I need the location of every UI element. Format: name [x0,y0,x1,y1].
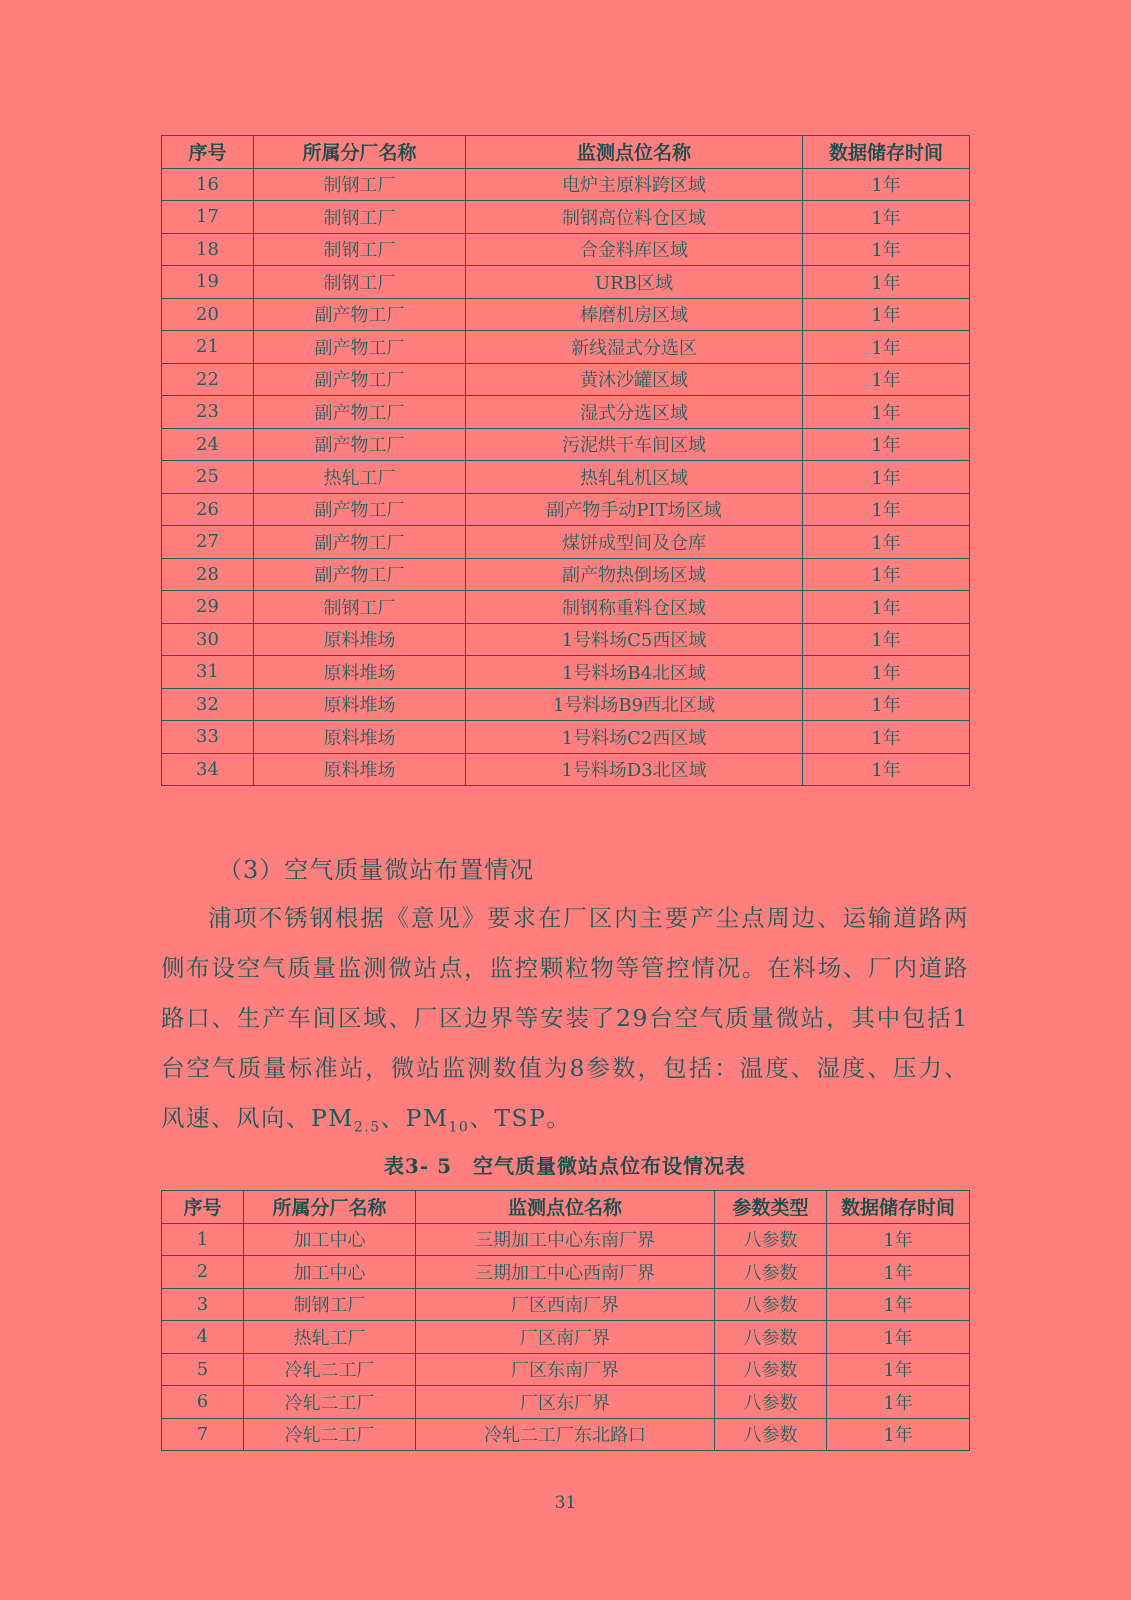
cell-parameter-type: 八参数 [715,1256,827,1289]
table-row [162,1321,970,1354]
cell-storage-time: 1年 [803,266,970,299]
cell-monitoring-point: 电炉主原料跨区域 [466,168,803,201]
paragraph-text-end: 、TSP。 [469,1104,572,1132]
cell-serial-number: 7 [162,1418,244,1451]
cell-parameter-type: 八参数 [715,1353,827,1386]
cell-monitoring-point: 1号料场D3北区域 [466,753,803,786]
cell-storage-time: 1年 [827,1256,970,1289]
table-row [162,753,970,786]
table-row [162,526,970,559]
body-paragraph [161,893,969,1153]
cell-monitoring-point: 新线湿式分选区 [466,331,803,364]
cell-monitoring-point: 1号料场C5西区域 [466,623,803,656]
cell-storage-time: 1年 [803,623,970,656]
cell-storage-time: 1年 [803,233,970,266]
table-row [162,331,970,364]
header-serial-number: 序号 [162,136,254,169]
cell-branch-factory: 热轧工厂 [254,461,466,494]
header-storage-time: 数据储存时间 [803,136,970,169]
cell-monitoring-point: 棒磨机房区域 [466,298,803,331]
cell-storage-time: 1年 [803,656,970,689]
cell-branch-factory: 制钢工厂 [244,1288,416,1321]
table-row [162,1256,970,1289]
cell-branch-factory: 加工中心 [244,1223,416,1256]
cell-storage-time: 1年 [827,1321,970,1354]
cell-monitoring-point: 煤饼成型间及仓库 [466,526,803,559]
table-row [162,233,970,266]
cell-monitoring-point: 制钢高位料仓区域 [466,201,803,234]
header-branch-factory: 所属分厂名称 [254,136,466,169]
table-row [162,688,970,721]
table-row [162,558,970,591]
cell-serial-number: 18 [162,233,254,266]
cell-storage-time: 1年 [827,1418,970,1451]
table-row [162,1288,970,1321]
cell-monitoring-point: 热轧轧机区域 [466,461,803,494]
cell-monitoring-point: 1号料场B9西北区域 [466,688,803,721]
cell-monitoring-point: 1号料场B4北区域 [466,656,803,689]
cell-serial-number: 26 [162,493,254,526]
table-row [162,493,970,526]
cell-branch-factory: 冷轧二工厂 [244,1418,416,1451]
cell-storage-time: 1年 [827,1353,970,1386]
header-monitoring-point: 监测点位名称 [416,1191,715,1224]
cell-branch-factory: 原料堆场 [254,656,466,689]
header-storage-time: 数据储存时间 [827,1191,970,1224]
cell-branch-factory: 副产物工厂 [254,558,466,591]
cell-branch-factory: 副产物工厂 [254,331,466,364]
cell-monitoring-point: 厂区东厂界 [416,1386,715,1419]
table-row [162,363,970,396]
cell-parameter-type: 八参数 [715,1223,827,1256]
cell-serial-number: 25 [162,461,254,494]
cell-monitoring-point: 副产物热倒场区域 [466,558,803,591]
cell-monitoring-point: 污泥烘干车间区域 [466,428,803,461]
section-heading: （3）空气质量微站布置情况 [218,856,535,884]
table-row [162,656,970,689]
pm25-subscript: 2.5 [353,1119,381,1136]
cell-branch-factory: 加工中心 [244,1256,416,1289]
cell-monitoring-point: URB区域 [466,266,803,299]
cell-branch-factory: 原料堆场 [254,753,466,786]
cell-branch-factory: 原料堆场 [254,721,466,754]
cell-parameter-type: 八参数 [715,1386,827,1419]
cell-storage-time: 1年 [803,168,970,201]
cell-monitoring-point: 黄沐沙罐区域 [466,363,803,396]
cell-serial-number: 32 [162,688,254,721]
paragraph-text: 浦项不锈钢根据《意见》要求在厂区内主要产尘点周边、运输道路两侧布设空气质量监测微站点，监控颗粒物等管控情况。在料场、厂内道路路口、生产车间区域、厂区边界等安装了29台空气质量微站，其中包括1台空气质量标准站，微站监测数值为8参数，包括：温度、湿度、压力、风速、风向、PM [161,904,969,1132]
table-row [162,1418,970,1451]
cell-parameter-type: 八参数 [715,1288,827,1321]
cell-storage-time: 1年 [803,428,970,461]
cell-branch-factory: 制钢工厂 [254,266,466,299]
table-row [162,1353,970,1386]
cell-monitoring-point: 厂区东南厂界 [416,1353,715,1386]
cell-serial-number: 4 [162,1321,244,1354]
cell-monitoring-point: 湿式分选区域 [466,396,803,429]
table-row [162,623,970,656]
table-row [162,201,970,234]
cell-storage-time: 1年 [803,298,970,331]
table-row [162,591,970,624]
cell-branch-factory: 制钢工厂 [254,168,466,201]
cell-storage-time: 1年 [803,201,970,234]
header-monitoring-point: 监测点位名称 [466,136,803,169]
pm10-subscript: 10 [448,1119,470,1136]
cell-storage-time: 1年 [827,1288,970,1321]
header-branch-factory: 所属分厂名称 [244,1191,416,1224]
header-serial-number: 序号 [162,1191,244,1224]
table-row [162,298,970,331]
cell-serial-number: 23 [162,396,254,429]
table-row [162,428,970,461]
table-header-row [162,136,970,169]
cell-serial-number: 5 [162,1353,244,1386]
cell-branch-factory: 冷轧二工厂 [244,1386,416,1419]
cell-branch-factory: 副产物工厂 [254,493,466,526]
cell-monitoring-point: 厂区南厂界 [416,1321,715,1354]
cell-serial-number: 17 [162,201,254,234]
table-row [162,266,970,299]
cell-serial-number: 30 [162,623,254,656]
cell-serial-number: 33 [162,721,254,754]
cell-storage-time: 1年 [803,526,970,559]
cell-serial-number: 22 [162,363,254,396]
table-row [162,396,970,429]
cell-storage-time: 1年 [803,721,970,754]
cell-branch-factory: 制钢工厂 [254,201,466,234]
cell-serial-number: 28 [162,558,254,591]
cell-storage-time: 1年 [827,1386,970,1419]
cell-branch-factory: 副产物工厂 [254,428,466,461]
table-row [162,721,970,754]
cell-branch-factory: 热轧工厂 [244,1321,416,1354]
cell-branch-factory: 原料堆场 [254,623,466,656]
cell-serial-number: 24 [162,428,254,461]
cell-storage-time: 1年 [803,688,970,721]
cell-branch-factory: 副产物工厂 [254,526,466,559]
cell-serial-number: 27 [162,526,254,559]
cell-branch-factory: 制钢工厂 [254,233,466,266]
page-number: 31 [554,1493,577,1513]
cell-storage-time: 1年 [803,396,970,429]
table-caption: 表3- 5 空气质量微站点位布设情况表 [383,1154,747,1178]
cell-monitoring-point: 厂区西南厂界 [416,1288,715,1321]
table-row [162,168,970,201]
cell-storage-time: 1年 [803,493,970,526]
cell-parameter-type: 八参数 [715,1418,827,1451]
cell-monitoring-point: 1号料场C2西区域 [466,721,803,754]
cell-parameter-type: 八参数 [715,1321,827,1354]
cell-serial-number: 3 [162,1288,244,1321]
cell-storage-time: 1年 [803,591,970,624]
cell-serial-number: 31 [162,656,254,689]
cell-storage-time: 1年 [803,753,970,786]
monitoring-points-table-continued [161,135,970,786]
cell-branch-factory: 制钢工厂 [254,591,466,624]
cell-serial-number: 6 [162,1386,244,1419]
cell-branch-factory: 原料堆场 [254,688,466,721]
cell-serial-number: 19 [162,266,254,299]
paragraph-text-pm: 、PM [380,1104,449,1132]
cell-branch-factory: 冷轧二工厂 [244,1353,416,1386]
cell-storage-time: 1年 [803,558,970,591]
table-row [162,461,970,494]
micro-station-table [161,1190,970,1451]
table-row [162,1223,970,1256]
cell-serial-number: 21 [162,331,254,364]
cell-serial-number: 29 [162,591,254,624]
cell-serial-number: 1 [162,1223,244,1256]
cell-branch-factory: 副产物工厂 [254,363,466,396]
cell-storage-time: 1年 [803,363,970,396]
cell-monitoring-point: 副产物手动PIT场区域 [466,493,803,526]
cell-serial-number: 34 [162,753,254,786]
cell-monitoring-point: 制钢称重料仓区域 [466,591,803,624]
cell-branch-factory: 副产物工厂 [254,396,466,429]
cell-serial-number: 20 [162,298,254,331]
cell-monitoring-point: 合金料库区域 [466,233,803,266]
cell-serial-number: 16 [162,168,254,201]
cell-serial-number: 2 [162,1256,244,1289]
cell-storage-time: 1年 [827,1223,970,1256]
header-parameter-type: 参数类型 [715,1191,827,1224]
cell-monitoring-point: 三期加工中心西南厂界 [416,1256,715,1289]
table-header-row [162,1191,970,1224]
cell-storage-time: 1年 [803,331,970,364]
cell-monitoring-point: 三期加工中心东南厂界 [416,1223,715,1256]
cell-storage-time: 1年 [803,461,970,494]
table-row [162,1386,970,1419]
cell-branch-factory: 副产物工厂 [254,298,466,331]
cell-monitoring-point: 冷轧二工厂东北路口 [416,1418,715,1451]
